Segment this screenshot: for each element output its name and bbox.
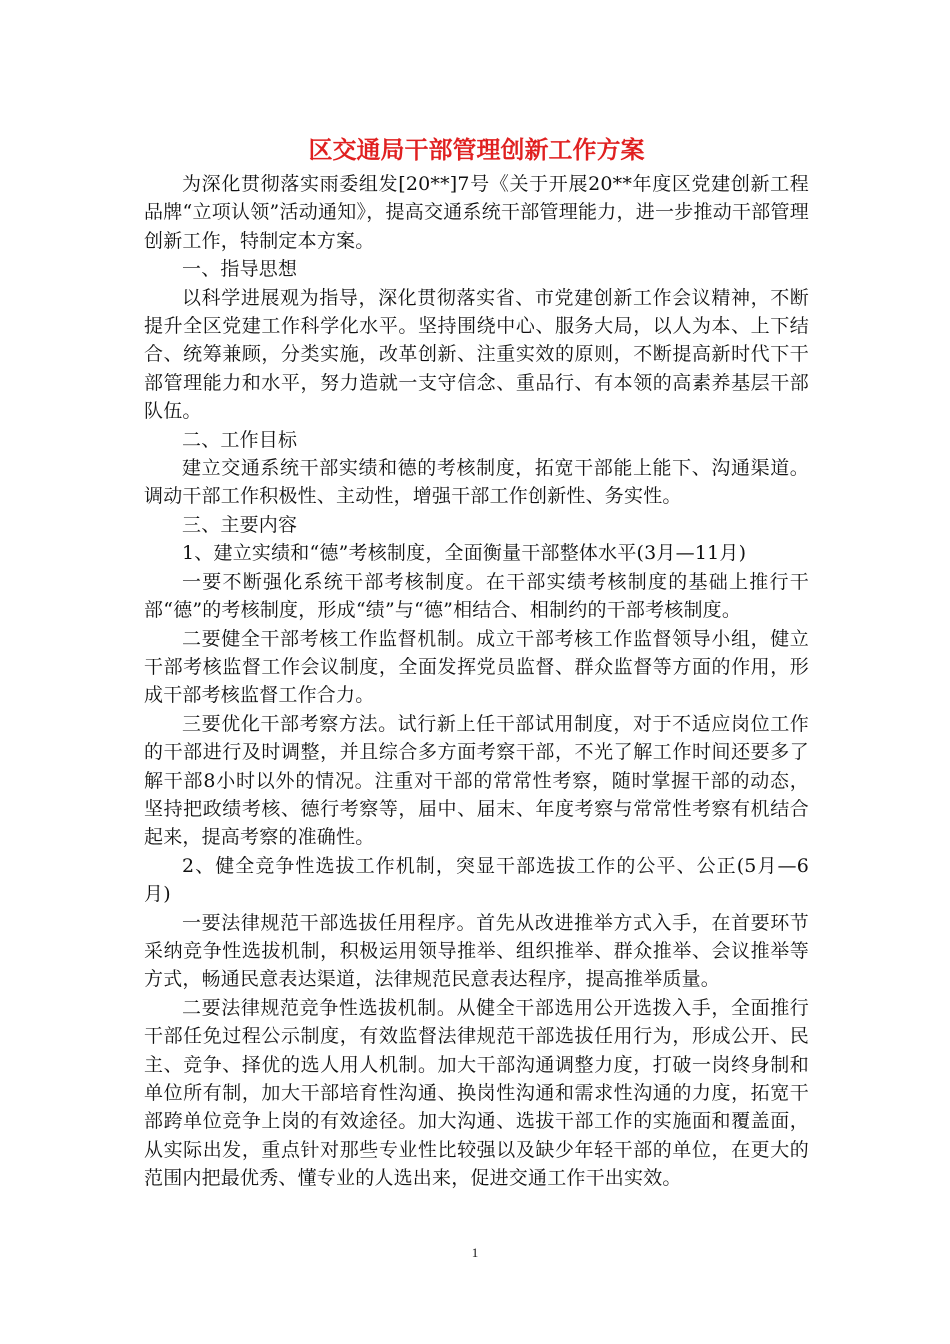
section-heading-work-goals: 二、工作目标 xyxy=(182,428,298,451)
section-heading-main-content: 三、主要内容 xyxy=(182,513,298,536)
body-paragraph: 三要优化干部考察方法。试行新上任干部试用制度，对于不适应岗位工作的干部进行及时调整，并且综合多方面考察干部，不光了解工作时间还要多了解干部8小时以外的情况。注重对干部的常常性考察，随时掌握干部的动态，坚持把政绩考核、德行考察等，届中、届末、年度考察与常常性考察有机结合起来，提高考察的准确性。 xyxy=(144,712,809,849)
document-body xyxy=(144,132,809,1193)
body-paragraph: 一要法律规范干部选拔任用程序。首先从改进推举方式入手，在首要环节采纳竞争性选拔机制，积极运用领导推举、组织推举、群众推举、会议推举等方式，畅通民意表达渠道，法律规范民意表达程序，提高推举质量。 xyxy=(144,911,809,991)
body-paragraph: 建立交通系统干部实绩和德的考核制度，拓宽干部能上能下、沟通渠道。调动干部工作积极性、主动性，增强干部工作创新性、务实性。 xyxy=(144,457,809,508)
section-heading-guiding-thought: 一、指导思想 xyxy=(182,258,298,281)
subsection-heading-2: 2、健全竞争性选拔工作机制，突显干部选拔工作的公平、公正(5月—6月) xyxy=(144,854,809,906)
subsection-heading-1: 1、建立实绩和“德”考核制度，全面衡量干部整体水平(3月—11月) xyxy=(182,542,747,565)
body-paragraph: 二要健全干部考核工作监督机制。成立干部考核工作监督领导小组，健立干部考核监督工作会议制度，全面发挥党员监督、群众监督等方面的作用，形成干部考核监督工作合力。 xyxy=(144,627,809,707)
body-paragraph: 二要法律规范竞争性选拔机制。从健全干部选用公开选拨入手，全面推行干部任免过程公示制度，有效监督法律规范干部选拔任用行为，形成公开、民主、竞争、择优的选人用人机制。加大干部沟通调整力度，打破一岗终身制和单位所有制，加大干部培育性沟通、换岗性沟通和需求性沟通的力度，拓宽干部跨单位竞争上岗的有效途径。加大沟通、选拔干部工作的实施面和覆盖面，从实际出发，重点针对那些专业性比较强以及缺少年轻干部的单位，在更大的范围内把最优秀、懂专业的人选出来，促进交通工作干出实效。 xyxy=(144,996,809,1190)
document-title: 区交通局干部管理创新工作方案 xyxy=(308,135,645,164)
body-paragraph: 一要不断强化系统干部考核制度。在干部实绩考核制度的基础上推行干部“德”的考核制度，形成“绩”与“德”相结合、相制约的干部考核制度。 xyxy=(144,570,809,622)
intro-paragraph: 为深化贯彻落实雨委组发[20**]7号《关于开展20**年度区党建创新工程品牌“立项认领”活动通知》，提高交通系统干部管理能力，进一步推动干部管理创新工作，特制定本方案。 xyxy=(144,173,809,252)
page-number: 1 xyxy=(471,1245,479,1260)
body-paragraph: 以科学进展观为指导，深化贯彻落实省、市党建创新工作会议精神，不断提升全区党建工作科学化水平。坚持围绕中心、服务大局，以人为本、上下结合、统筹兼顾，分类实施，改革创新、注重实效的原则，不断提高新时代下干部管理能力和水平，努力造就一支守信念、重品行、有本领的高素养基层干部队伍。 xyxy=(144,286,809,423)
